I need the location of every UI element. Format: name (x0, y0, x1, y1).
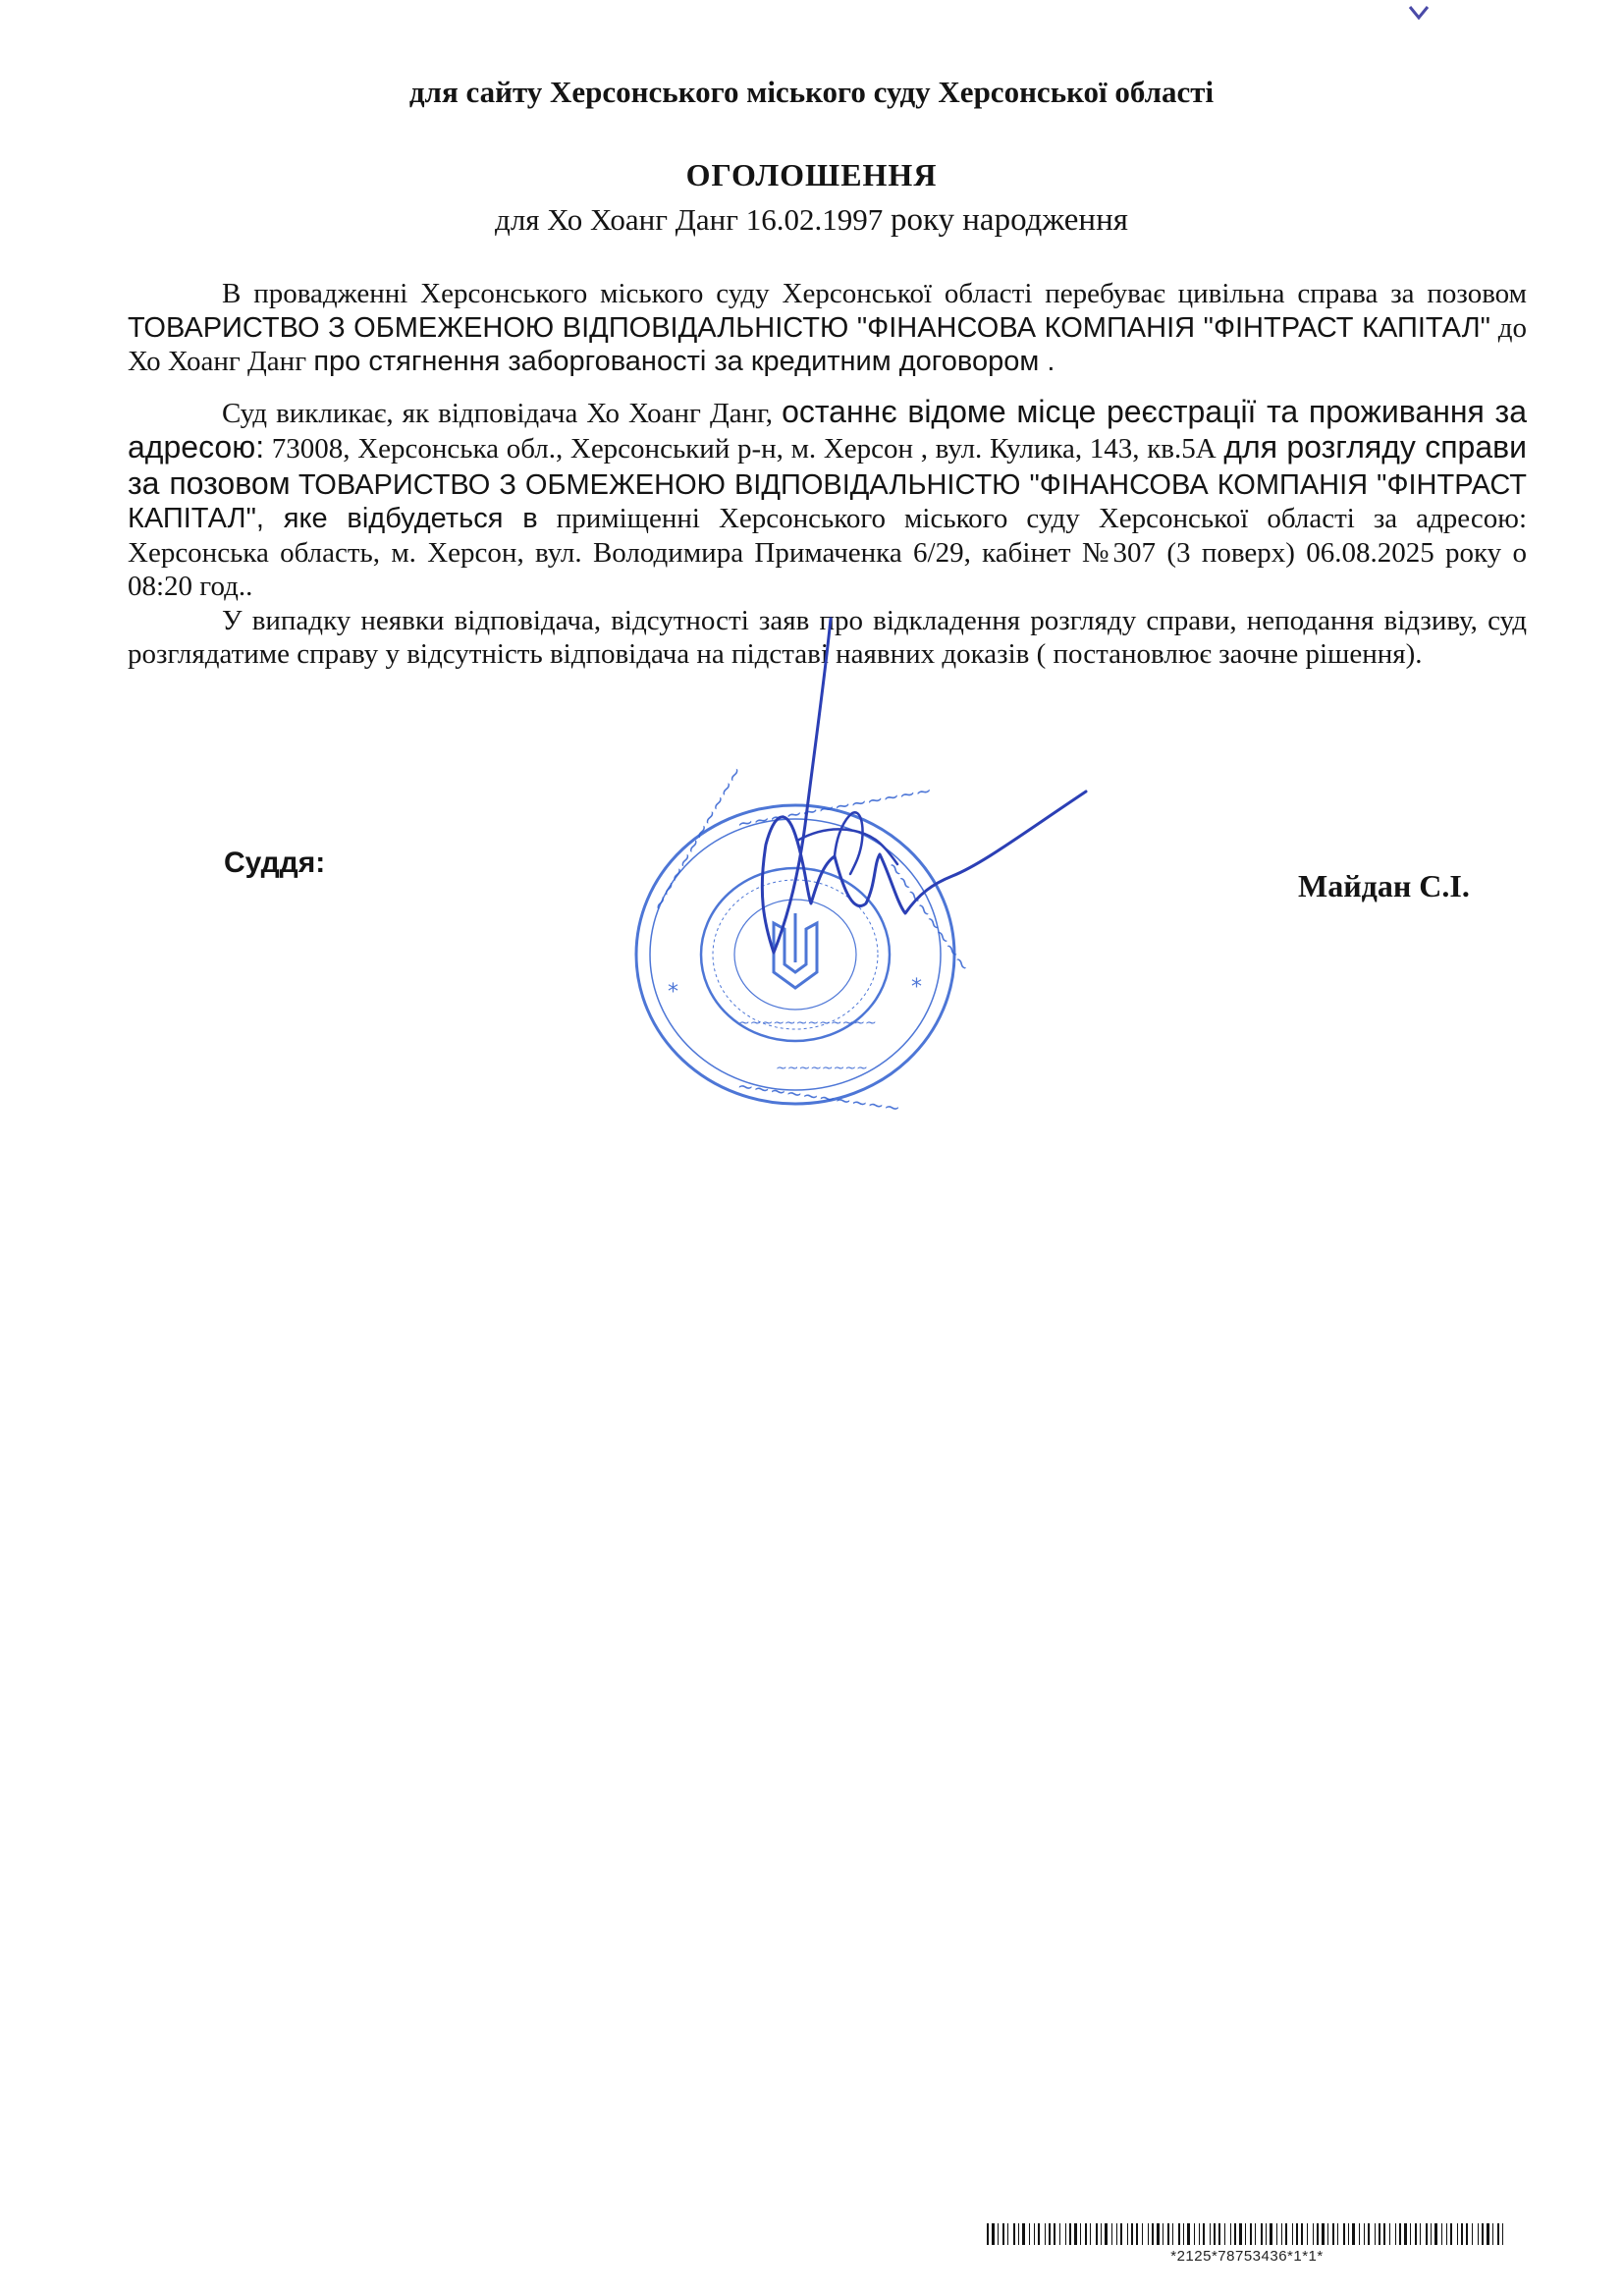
subtitle-main: для Хо Хоанг Данг 16.02.1997 (495, 202, 884, 237)
svg-text:~~~~~~~~~~~~: ~~~~~~~~~~~~ (738, 1015, 877, 1031)
svg-text:~~~~~~~~~~: ~~~~~~~~~~ (645, 761, 749, 916)
paragraph-1-part-2: до Хо Хоанг Данг (128, 311, 1528, 377)
paragraph-3: У випадку неявки відповідача, відсутності заяв про відкладення розгляду справи, неподання відзиву, суд розглядатиме справу у відсутність відповідача на підставі наявних доказів ( постановлює заочне рішення). (128, 604, 1527, 670)
svg-text:~~~~~~~~: ~~~~~~~~ (776, 1061, 868, 1076)
barcode-text: *2125*78753436*1*1* (1170, 2248, 1324, 2265)
paragraph-2-plaintiff: ТОВАРИСТВО З ОБМЕЖЕНОЮ ВІДПОВІДАЛЬНІСТЮ "ФІНАНСОВА КОМПАНІЯ "ФІНТРАСТ КАПІТАЛ", яке відбудеться в (128, 468, 1528, 534)
svg-text:~~~~~~~~~~~~: ~~~~~~~~~~~~ (734, 778, 934, 836)
judge-label: Суддя: (224, 847, 326, 879)
judge-signature (687, 599, 1100, 1011)
paragraph-2-part-5: приміщенні Херсонського міського суду Херсонської області за адресою: Херсонська область, м. Херсон, вул. Володимира Примаченка 6/29, кабінет №307 (3 поверх) 06.08.2025 року о 08:20 год.. (128, 503, 1527, 602)
svg-text:~~~~~~~~: ~~~~~~~~ (881, 855, 977, 977)
corner-mark (1408, 4, 1430, 22)
document-title: ОГОЛОШЕННЯ (685, 157, 938, 192)
site-header: для сайту Херсонського міського суду Херсонської області (408, 75, 1215, 109)
paragraph-2-part-2: останнє відоме місце реєстрації та проживання за адресою: (128, 393, 1528, 465)
paragraph-1-part-3: про стягнення заборгованості за кредитним договором . (313, 346, 1055, 377)
paragraph-1-plaintiff: ТОВАРИСТВО З ОБМЕЖЕНОЮ ВІДПОВІДАЛЬНІСТЮ "ФІНАНСОВА КОМПАНІЯ "ФІНТРАСТ КАПІТАЛ" (128, 311, 1490, 344)
document-subtitle (0, 202, 1623, 239)
paragraph-2-part-4: для розгляду справи за позовом (128, 429, 1527, 501)
subtitle-tail: року народження (890, 202, 1128, 238)
svg-text:~~~~~~~~~~: ~~~~~~~~~~ (735, 1073, 902, 1121)
barcode (987, 2223, 1507, 2245)
paragraph-1-part-1: В провадженні Херсонського міського суду Херсонської області перебуває цивільна справа за позовом (222, 278, 1527, 309)
paragraph-2-part-1: Суд викликає, як відповідача Хо Хоанг Данг, (222, 397, 774, 429)
paragraph-1 (128, 277, 1527, 379)
paragraph-2 (128, 395, 1527, 604)
svg-text:*: * (911, 975, 922, 1000)
judge-name: Майдан С.І. (1298, 868, 1470, 903)
svg-text:*: * (668, 980, 678, 1005)
paragraph-2-address: 73008, Херсонська обл., Херсонський р-н, м. Херсон , вул. Кулика, 143, кв.5А (271, 433, 1217, 465)
